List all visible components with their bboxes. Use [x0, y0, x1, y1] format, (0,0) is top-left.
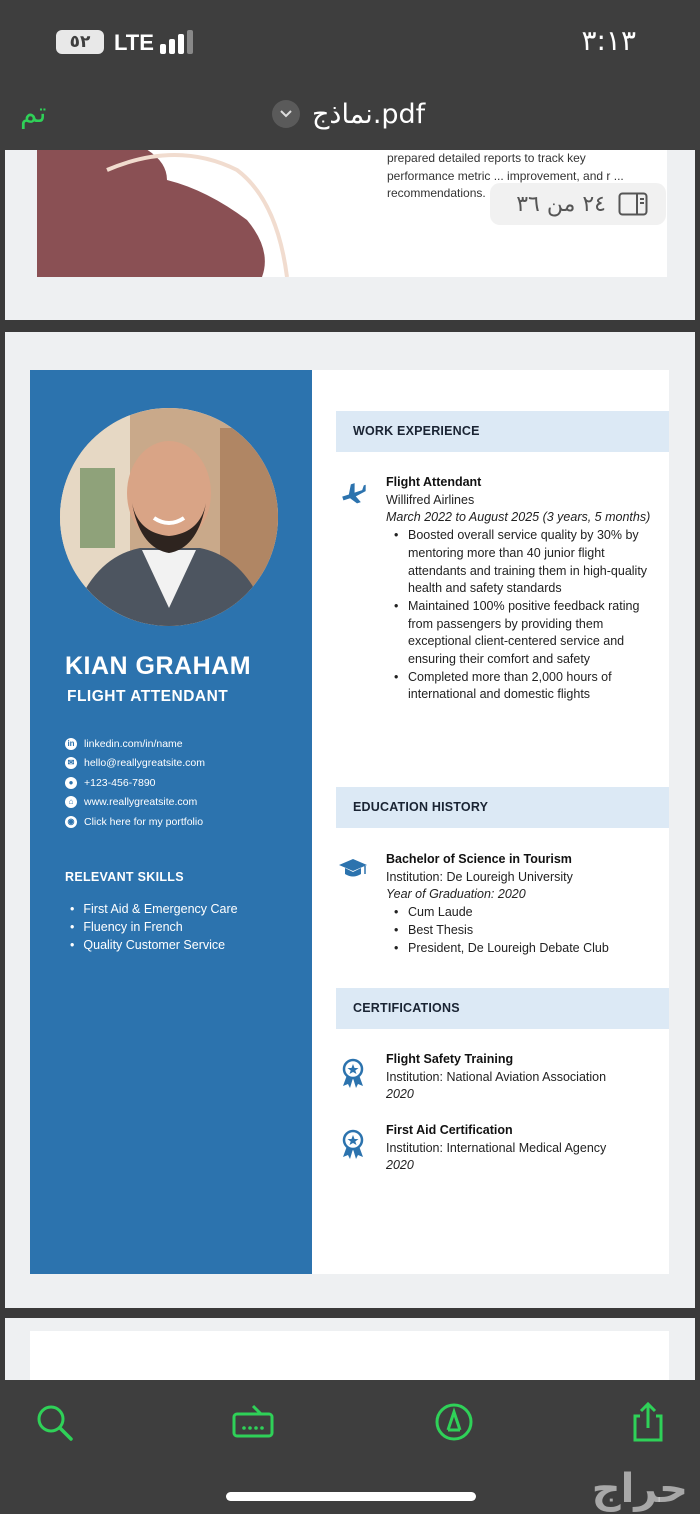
award-ribbon-icon: [338, 1058, 368, 1088]
signal-icon: [160, 30, 200, 54]
watermark-logo: حراج: [591, 1466, 688, 1512]
pdf-page-next: [5, 1318, 695, 1380]
clock: ٣:١٣: [581, 24, 636, 57]
certification-year: 2020: [386, 1087, 414, 1102]
certification-year: 2020: [386, 1158, 414, 1173]
search-icon[interactable]: [32, 1400, 76, 1444]
navigation-bar: [0, 80, 700, 150]
share-icon[interactable]: [626, 1400, 670, 1444]
certification-entry: [386, 1051, 666, 1104]
certification-title: First Aid Certification: [386, 1123, 513, 1137]
portfolio-icon: ◉: [65, 816, 77, 828]
education-entry: [386, 851, 666, 957]
contact-email[interactable]: ✉ hello@reallygreatsite.com: [65, 754, 205, 774]
resume-sidebar: [30, 370, 312, 1274]
sidebar-toggle-icon: [618, 192, 648, 216]
phone-icon: ●: [65, 777, 77, 789]
home-indicator[interactable]: [226, 1492, 476, 1501]
email-icon: ✉: [65, 757, 77, 769]
network-label: LTE: [114, 30, 154, 55]
pdf-page-current: [5, 332, 695, 1308]
previous-page-text: prepared detailed reports to track key performance metric ... improvement, and r ... recommendations.: [387, 151, 624, 200]
job-dates: March 2022 to August 2025 (3 years, 5 months): [386, 510, 651, 525]
skill-item: • Fluency in French: [70, 920, 238, 938]
certification-entry: [386, 1122, 666, 1175]
candidate-role: FLIGHT ATTENDANT: [67, 688, 229, 705]
skills-heading: RELEVANT SKILLS: [65, 870, 184, 884]
graduation-year: Year of Graduation: 2020: [386, 887, 526, 902]
candidate-name: KIAN GRAHAM: [65, 652, 252, 680]
certification-title: Flight Safety Training: [386, 1052, 514, 1066]
list-item: • Cum Laude: [408, 904, 666, 922]
linkedin-icon: in: [65, 738, 77, 750]
file-title-menu[interactable]: [272, 94, 425, 134]
document-scroll-area[interactable]: [0, 150, 700, 1380]
home-icon: ⌂: [65, 796, 77, 808]
airplane-icon: [338, 476, 368, 506]
file-title: نماذج.pdf: [312, 98, 426, 130]
education-heading: EDUCATION HISTORY: [336, 787, 669, 828]
list-item: • Completed more than 2,000 hours of international and domestic flights: [408, 669, 666, 704]
education-institution: Institution: De Loureigh University: [386, 869, 573, 884]
job-title: Flight Attendant: [386, 475, 482, 489]
skill-item: • First Aid & Emergency Care: [70, 902, 238, 920]
status-bar: [0, 0, 700, 80]
markup-pen-icon[interactable]: [432, 1400, 476, 1444]
graduation-cap-icon: [338, 854, 368, 884]
resume: [30, 370, 669, 1274]
chevron-down-icon: [272, 100, 300, 128]
education-bullets: [386, 904, 666, 957]
skills-list: [70, 902, 238, 956]
profile-photo: [60, 408, 278, 626]
certifications-heading: CERTIFICATIONS: [336, 988, 669, 1029]
contact-website[interactable]: ⌂ www.reallygreatsite.com: [65, 793, 205, 813]
degree-title: Bachelor of Science in Tourism: [386, 852, 572, 866]
list-item: • Maintained 100% positive feedback rating from passengers by providing them exceptional client-centered service and ensuring their comfort and safety: [408, 598, 666, 669]
contact-list: [65, 734, 205, 832]
job-company: Willifred Airlines: [386, 492, 475, 507]
work-entry: [386, 474, 666, 704]
pdf-page-previous: [5, 150, 695, 320]
skill-item: • Quality Customer Service: [70, 938, 238, 956]
contact-phone[interactable]: ● +123-456-7890: [65, 773, 205, 793]
award-ribbon-icon: [338, 1129, 368, 1159]
list-item: • President, De Loureigh Debate Club: [408, 940, 666, 958]
contact-linkedin[interactable]: in linkedin.com/in/name: [65, 734, 205, 754]
annotate-text-icon[interactable]: [231, 1400, 275, 1444]
battery-indicator: ٥٢: [56, 30, 104, 54]
contact-portfolio[interactable]: ◉ Click here for my portfolio: [65, 812, 205, 832]
list-item: • Boosted overall service quality by 30% by mentoring more than 40 junior flight attendants and training them in high-quality health and safety standards: [408, 527, 666, 598]
page-indicator[interactable]: [490, 183, 666, 225]
certification-institution: Institution: National Aviation Association: [386, 1069, 607, 1084]
certification-institution: Institution: International Medical Agency: [386, 1140, 607, 1155]
list-item: • Best Thesis: [408, 922, 666, 940]
page-counter: ٢٤ من ٣٦: [516, 191, 606, 217]
done-button[interactable]: تم: [20, 96, 47, 129]
decorative-shape: [37, 150, 337, 277]
job-bullets: [386, 527, 666, 704]
work-experience-heading: WORK EXPERIENCE: [336, 411, 669, 452]
